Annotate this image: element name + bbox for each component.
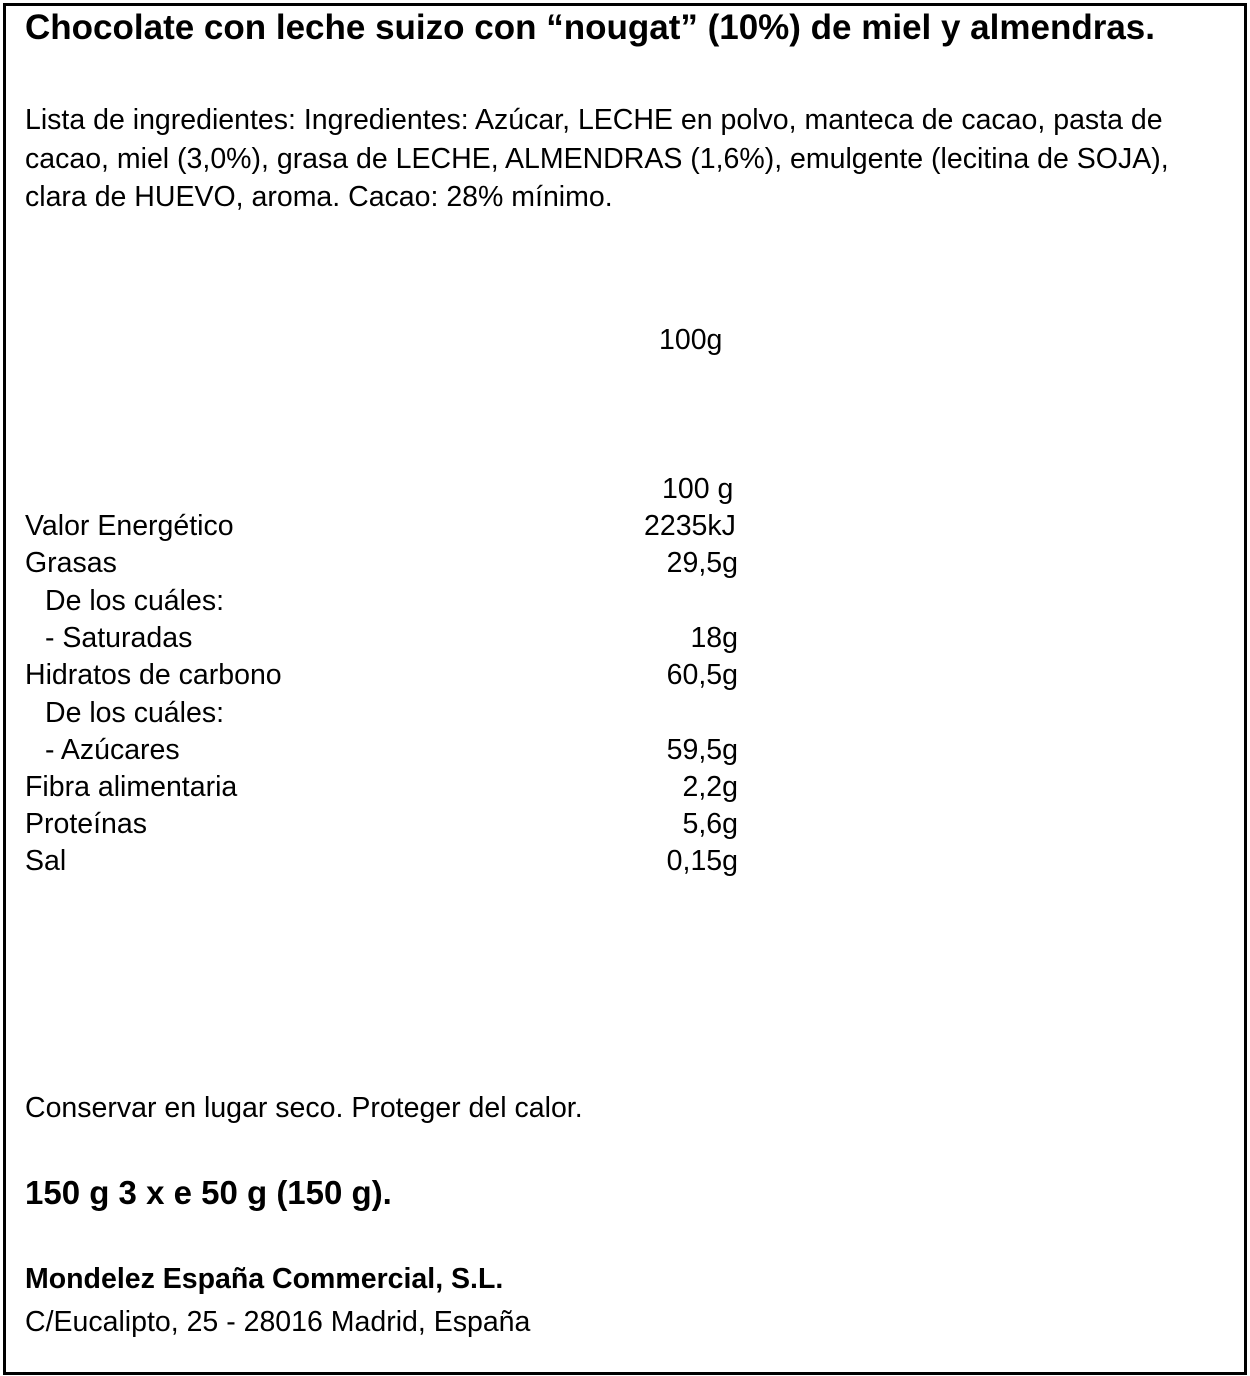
nutrition-row-label: Sal (25, 845, 67, 877)
nutrition-row-value: 2235kJ (644, 510, 736, 542)
serving-header-top: 100g (659, 324, 723, 356)
nutrition-row-label: Hidratos de carbono (25, 659, 282, 691)
nutrition-row-value: 18g (690, 622, 738, 654)
nutrition-row-value: 5,6g (682, 808, 738, 840)
nutrition-row-label: De los cuáles: (45, 585, 225, 617)
nutrition-row-label: De los cuáles: (45, 697, 225, 729)
ingredients-list: Lista de ingredientes: Ingredientes: Azúcar, LECHE en polvo, manteca de cacao, pasta de cacao, miel (3,0%), grasa de LECHE, ALMENDRAS (1,6%), emulgente (lecitina de SOJA), clara de HUEVO, aroma. Cacao: 28% mínimo. (25, 104, 1169, 213)
nutrition-row-label: Grasas (25, 547, 117, 579)
nutrition-row-label: Proteínas (25, 808, 147, 840)
company-name: Mondelez España Commercial, S.L. (25, 1263, 504, 1295)
nutrition-row-label: - Saturadas (45, 622, 193, 654)
nutrition-row-value: 0,15g (666, 845, 738, 877)
nutrition-row-label: Valor Energético (25, 510, 234, 542)
product-title: Chocolate con leche suizo con “nougat” (10%) de miel y almendras. (25, 8, 1155, 47)
nutrition-row-value: 59,5g (666, 734, 738, 766)
company-address: C/Eucalipto, 25 - 28016 Madrid, España (25, 1306, 531, 1338)
nutrition-column-header: 100 g (662, 473, 734, 505)
nutrition-row-value: 2,2g (682, 771, 738, 803)
storage-note: Conservar en lugar seco. Proteger del calor. (25, 1092, 583, 1124)
nutrition-row-label: Fibra alimentaria (25, 771, 238, 803)
nutrition-row-value: 29,5g (666, 547, 738, 579)
net-weight: 150 g 3 x e 50 g (150 g). (25, 1174, 392, 1211)
nutrition-row-value: 60,5g (666, 659, 738, 691)
nutrition-row-label: - Azúcares (45, 734, 180, 766)
